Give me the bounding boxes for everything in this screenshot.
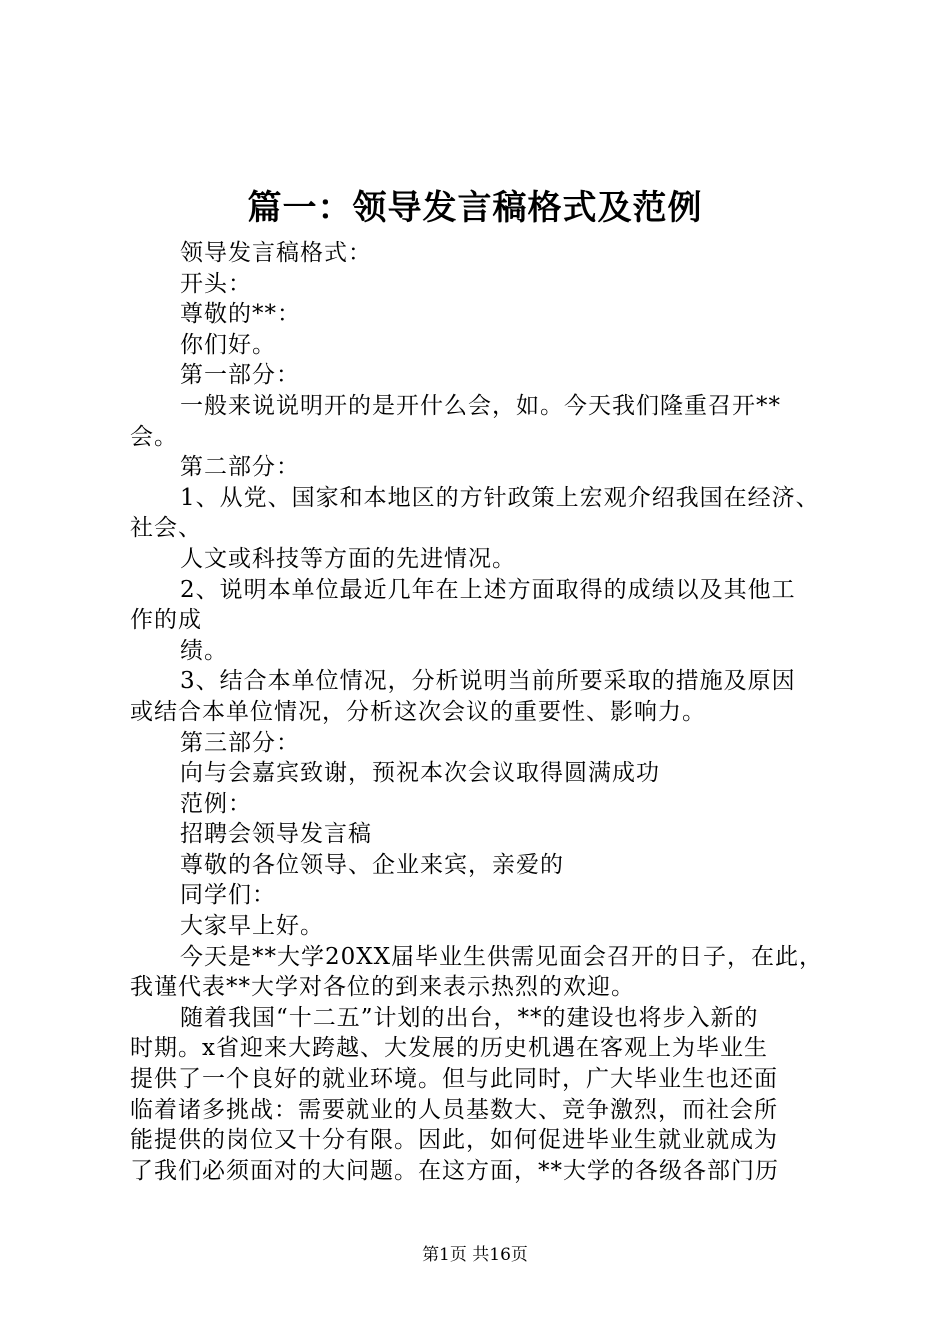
- body-line: 社会、: [130, 515, 202, 542]
- body-line: 1、从党、国家和本地区的方针政策上宏观介绍我国在经济、: [180, 484, 820, 511]
- body-line: 了我们必须面对的大问题。在这方面，**大学的各级各部门历: [130, 1157, 779, 1184]
- page-footer: 第1页 共16页: [422, 1245, 528, 1265]
- body-line: 临着诸多挑战：需要就业的人员基数大、竞争激烈，而社会所: [130, 1096, 778, 1123]
- body-line: 能提供的岗位又十分有限。因此，如何促进毕业生就业就成为: [130, 1127, 778, 1154]
- body-line: 提供了一个良好的就业环境。但与此同时，广大毕业生也还面: [130, 1066, 778, 1093]
- body-line: 作的成: [130, 607, 202, 634]
- document-body: [130, 238, 836, 1186]
- body-line: 领导发言稿格式：: [180, 240, 372, 266]
- body-line: 招聘会领导发言稿: [180, 821, 372, 848]
- body-line: 我谨代表**大学对各位的到来表示热烈的欢迎。: [130, 974, 635, 1001]
- body-line: 今天是**大学20XX届毕业生供需见面会召开的日子，在此，: [180, 943, 824, 970]
- body-line: 或结合本单位情况，分析这次会议的重要性、影响力。: [130, 698, 706, 725]
- body-line: 范例：: [180, 790, 252, 817]
- body-line: 2、说明本单位最近几年在上述方面取得的成绩以及其他工: [180, 576, 796, 603]
- body-line: 3、结合本单位情况，分析说明当前所要采取的措施及原因: [180, 668, 796, 695]
- body-line: 一般来说说明开的是开什么会，如。今天我们隆重召开**: [180, 392, 781, 419]
- body-line: 向与会嘉宾致谢，预祝本次会议取得圆满成功: [180, 760, 660, 787]
- body-line: 同学们：: [180, 882, 276, 909]
- body-line: 尊敬的各位领导、企业来宾，亲爱的: [180, 851, 564, 878]
- body-line: 时期。x省迎来大跨越、大发展的历史机遇在客观上为毕业生: [130, 1035, 768, 1062]
- body-line: 尊敬的**：: [180, 301, 301, 328]
- body-line: 随着我国“十二五”计划的出台，**的建设也将步入新的: [180, 1004, 759, 1031]
- body-line: 第三部分：: [180, 729, 300, 756]
- body-line: 大家早上好。: [180, 913, 324, 940]
- document-title: 篇一：领导发言稿格式及范例: [247, 188, 703, 228]
- body-line: 绩。: [180, 637, 228, 664]
- body-line: 你们好。: [180, 331, 276, 358]
- body-line: 开头：: [180, 270, 252, 297]
- body-line: 人文或科技等方面的先进情况。: [180, 545, 516, 572]
- body-line: 会。: [130, 423, 178, 450]
- body-line: 第一部分：: [180, 362, 300, 389]
- body-line: 第二部分：: [180, 454, 300, 481]
